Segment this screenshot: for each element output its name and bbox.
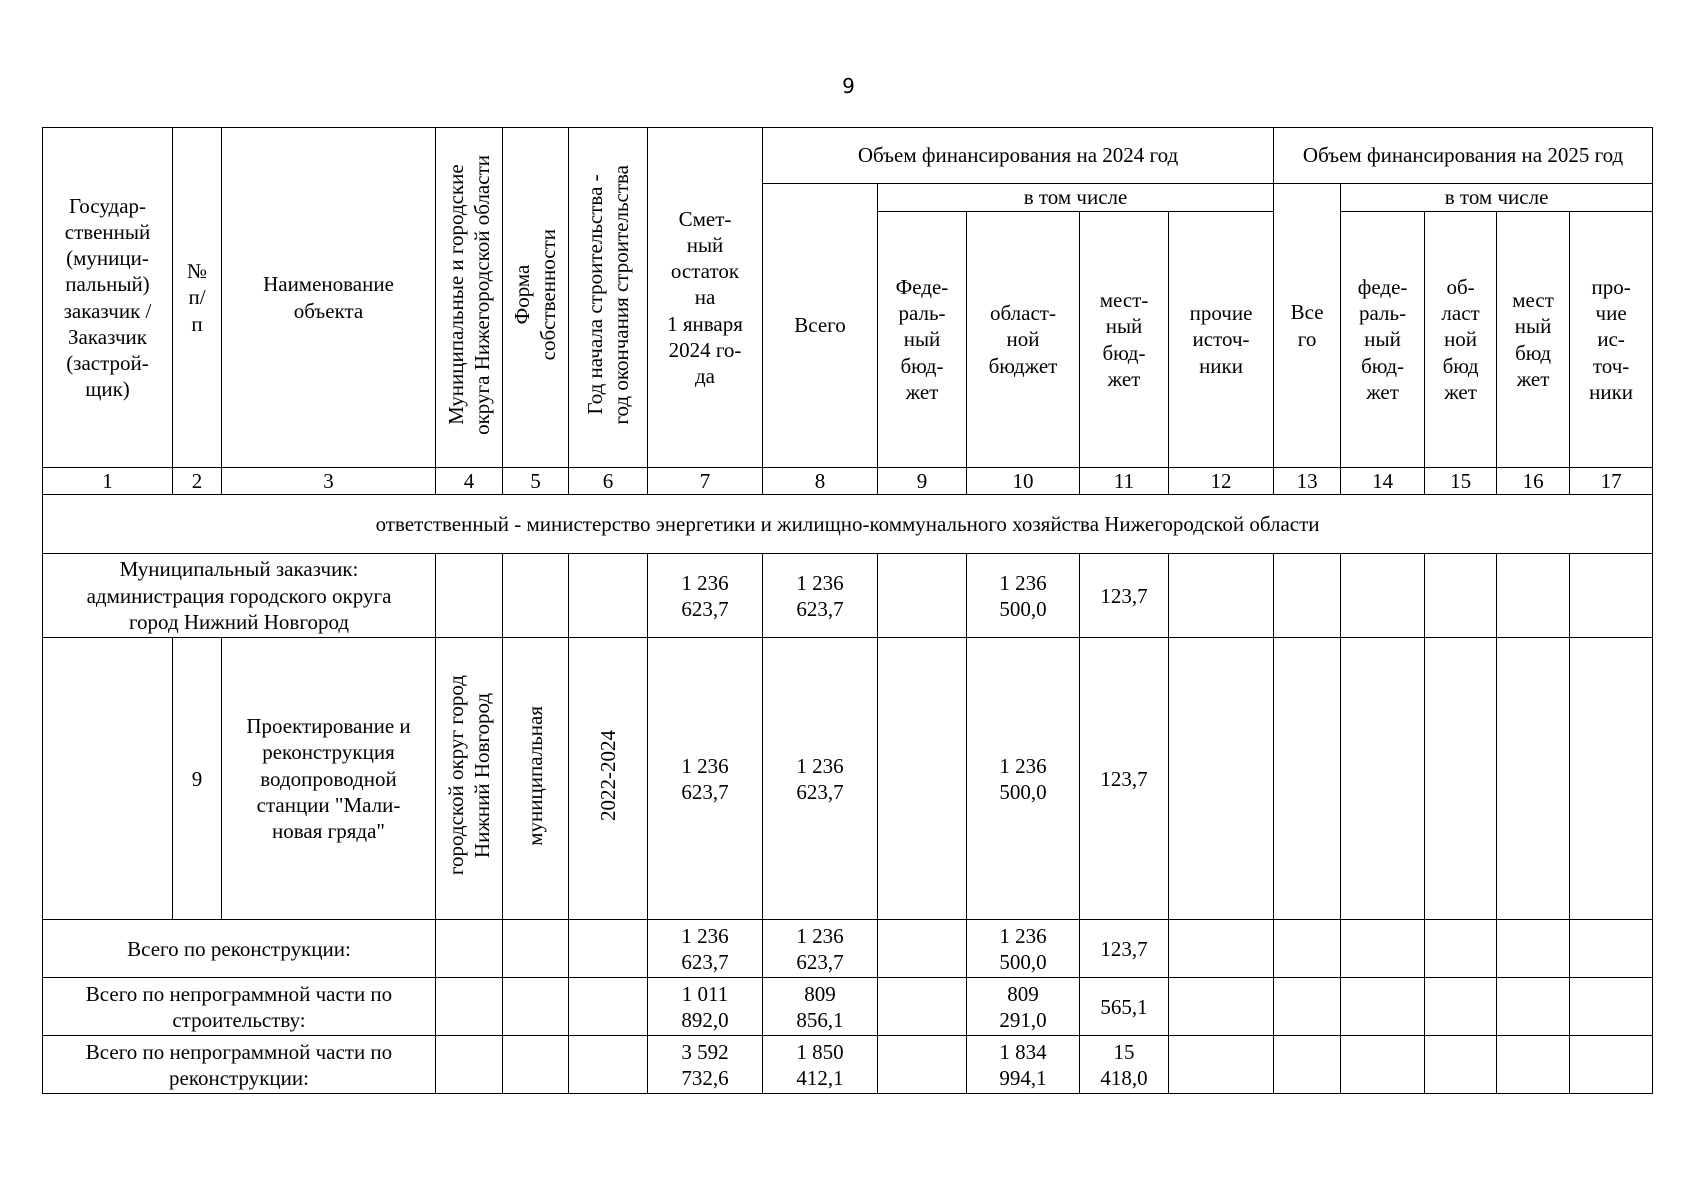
- header-district: Муниципальные и городские округа Нижегородской области: [436, 128, 503, 468]
- header-total-2024: Всего: [763, 184, 878, 468]
- empty-cell: [1341, 554, 1425, 638]
- empty-cell: [1570, 1036, 1653, 1094]
- total-regional-2024: 809 291,0: [967, 978, 1080, 1036]
- column-number: 9: [878, 468, 967, 495]
- empty-cell: [436, 554, 503, 638]
- empty-cell: [569, 1036, 648, 1094]
- empty-cell: [1274, 920, 1341, 978]
- column-number: 2: [173, 468, 222, 495]
- empty-cell: [436, 1036, 503, 1094]
- header-customer: Государ- ственный (муници- пальный) заказчик / Заказчик (застрой- щик): [43, 128, 173, 468]
- column-number: 3: [222, 468, 436, 495]
- column-number: 13: [1274, 468, 1341, 495]
- total-2024: 1 850 412,1: [763, 1036, 878, 1094]
- total-2024: 1 236 623,7: [763, 920, 878, 978]
- empty-cell: [1425, 978, 1497, 1036]
- total-row: [43, 978, 1653, 1036]
- header-index: № п/ п: [173, 128, 222, 468]
- header-regional-2025: об- ласт ной бюд жет: [1425, 212, 1497, 468]
- empty-cell: [1570, 554, 1653, 638]
- object-regional-2024: 1 236 500,0: [967, 638, 1080, 920]
- object-row: [43, 638, 1653, 920]
- column-number: 5: [503, 468, 569, 495]
- total-row: [43, 1036, 1653, 1094]
- empty-cell: [878, 554, 967, 638]
- header-estimate-balance: Смет- ный остаток на 1 января 2024 го- да: [648, 128, 763, 468]
- empty-cell: [1570, 920, 1653, 978]
- header-financing-2024: Объем финансирования на 2024 год: [763, 128, 1274, 184]
- empty-cell: [1425, 1036, 1497, 1094]
- empty-cell: [1341, 978, 1425, 1036]
- empty-cell: [1425, 554, 1497, 638]
- column-number: 11: [1080, 468, 1169, 495]
- empty-cell: [569, 554, 648, 638]
- empty-cell: [569, 920, 648, 978]
- empty-cell: [1274, 1036, 1341, 1094]
- column-number: 16: [1497, 468, 1570, 495]
- page-number: 9: [842, 74, 855, 98]
- object-total-2024: 1 236 623,7: [763, 638, 878, 920]
- column-number: 15: [1425, 468, 1497, 495]
- header-local-2025: мест ный бюд жет: [1497, 212, 1570, 468]
- customer-local-2024: 123,7: [1080, 554, 1169, 638]
- header-other-2024: прочие источ- ники: [1169, 212, 1274, 468]
- empty-cell: [1570, 638, 1653, 920]
- header-financing-2025: Объем финансирования на 2025 год: [1274, 128, 1653, 184]
- empty-cell: [878, 1036, 967, 1094]
- object-local-2024: 123,7: [1080, 638, 1169, 920]
- header-federal-2025: феде- раль- ный бюд- жет: [1341, 212, 1425, 468]
- header-regional-2024: област- ной бюджет: [967, 212, 1080, 468]
- column-number: 14: [1341, 468, 1425, 495]
- empty-cell: [1425, 638, 1497, 920]
- empty-cell: [1169, 554, 1274, 638]
- empty-cell: [878, 978, 967, 1036]
- column-numbers-row: [43, 468, 1653, 495]
- empty-cell: [436, 920, 503, 978]
- customer-label: Муниципальный заказчик: администрация городского округа город Нижний Новгород: [43, 554, 436, 638]
- customer-regional-2024: 1 236 500,0: [967, 554, 1080, 638]
- empty-cell: [878, 920, 967, 978]
- header-total-2025: Все го: [1274, 184, 1341, 468]
- empty-cell: [43, 638, 173, 920]
- empty-cell: [1341, 1036, 1425, 1094]
- total-label: Всего по непрограммной части по реконструкции:: [43, 1036, 436, 1094]
- total-regional-2024: 1 236 500,0: [967, 920, 1080, 978]
- empty-cell: [1497, 978, 1570, 1036]
- object-district: городской округ город Нижний Новгород: [436, 638, 503, 920]
- column-number: 6: [569, 468, 648, 495]
- object-years: 2022-2024: [569, 638, 648, 920]
- column-number: 7: [648, 468, 763, 495]
- empty-cell: [1497, 638, 1570, 920]
- section-title: ответственный - министерство энергетики и жилищно-коммунального хозяйства Нижегородской области: [43, 495, 1653, 554]
- header-object-name: Наименование объекта: [222, 128, 436, 468]
- total-estimate: 3 592 732,6: [648, 1036, 763, 1094]
- empty-cell: [503, 554, 569, 638]
- empty-cell: [1425, 920, 1497, 978]
- object-number: 9: [173, 638, 222, 920]
- empty-cell: [1169, 978, 1274, 1036]
- empty-cell: [1570, 978, 1653, 1036]
- column-number: 4: [436, 468, 503, 495]
- total-local-2024: 565,1: [1080, 978, 1169, 1036]
- header-other-2025: про- чие ис- точ- ники: [1570, 212, 1653, 468]
- header-row-1: [43, 128, 1653, 184]
- empty-cell: [436, 978, 503, 1036]
- header-federal-2024: Феде- раль- ный бюд- жет: [878, 212, 967, 468]
- empty-cell: [503, 1036, 569, 1094]
- empty-cell: [1497, 920, 1570, 978]
- empty-cell: [1169, 1036, 1274, 1094]
- empty-cell: [569, 978, 648, 1036]
- customer-total-2024: 1 236 623,7: [763, 554, 878, 638]
- empty-cell: [1169, 638, 1274, 920]
- object-ownership: муниципальная: [503, 638, 569, 920]
- total-row: [43, 920, 1653, 978]
- total-local-2024: 15 418,0: [1080, 1036, 1169, 1094]
- customer-row: [43, 554, 1653, 638]
- header-local-2024: мест- ный бюд- жет: [1080, 212, 1169, 468]
- column-number: 8: [763, 468, 878, 495]
- empty-cell: [1274, 638, 1341, 920]
- empty-cell: [1497, 554, 1570, 638]
- empty-cell: [1274, 554, 1341, 638]
- financing-table: [42, 127, 1653, 1094]
- total-local-2024: 123,7: [1080, 920, 1169, 978]
- empty-cell: [503, 920, 569, 978]
- empty-cell: [1341, 638, 1425, 920]
- header-including-2025: в том числе: [1341, 184, 1653, 212]
- total-regional-2024: 1 834 994,1: [967, 1036, 1080, 1094]
- total-label: Всего по непрограммной части по строительству:: [43, 978, 436, 1036]
- column-number: 12: [1169, 468, 1274, 495]
- header-years: Год начала строительства - год окончания строительства: [569, 128, 648, 468]
- total-2024: 809 856,1: [763, 978, 878, 1036]
- object-name: Проектирование и реконструкция водопроводной станции "Мали- новая гряда": [222, 638, 436, 920]
- empty-cell: [878, 638, 967, 920]
- header-ownership: Форма собственности: [503, 128, 569, 468]
- total-label: Всего по реконструкции:: [43, 920, 436, 978]
- total-estimate: 1 011 892,0: [648, 978, 763, 1036]
- empty-cell: [1341, 920, 1425, 978]
- empty-cell: [1169, 920, 1274, 978]
- object-estimate: 1 236 623,7: [648, 638, 763, 920]
- empty-cell: [1497, 1036, 1570, 1094]
- empty-cell: [503, 978, 569, 1036]
- column-number: 10: [967, 468, 1080, 495]
- column-number: 1: [43, 468, 173, 495]
- column-number: 17: [1570, 468, 1653, 495]
- customer-estimate: 1 236 623,7: [648, 554, 763, 638]
- section-title-row: [43, 495, 1653, 554]
- total-estimate: 1 236 623,7: [648, 920, 763, 978]
- header-including-2024: в том числе: [878, 184, 1274, 212]
- empty-cell: [1274, 978, 1341, 1036]
